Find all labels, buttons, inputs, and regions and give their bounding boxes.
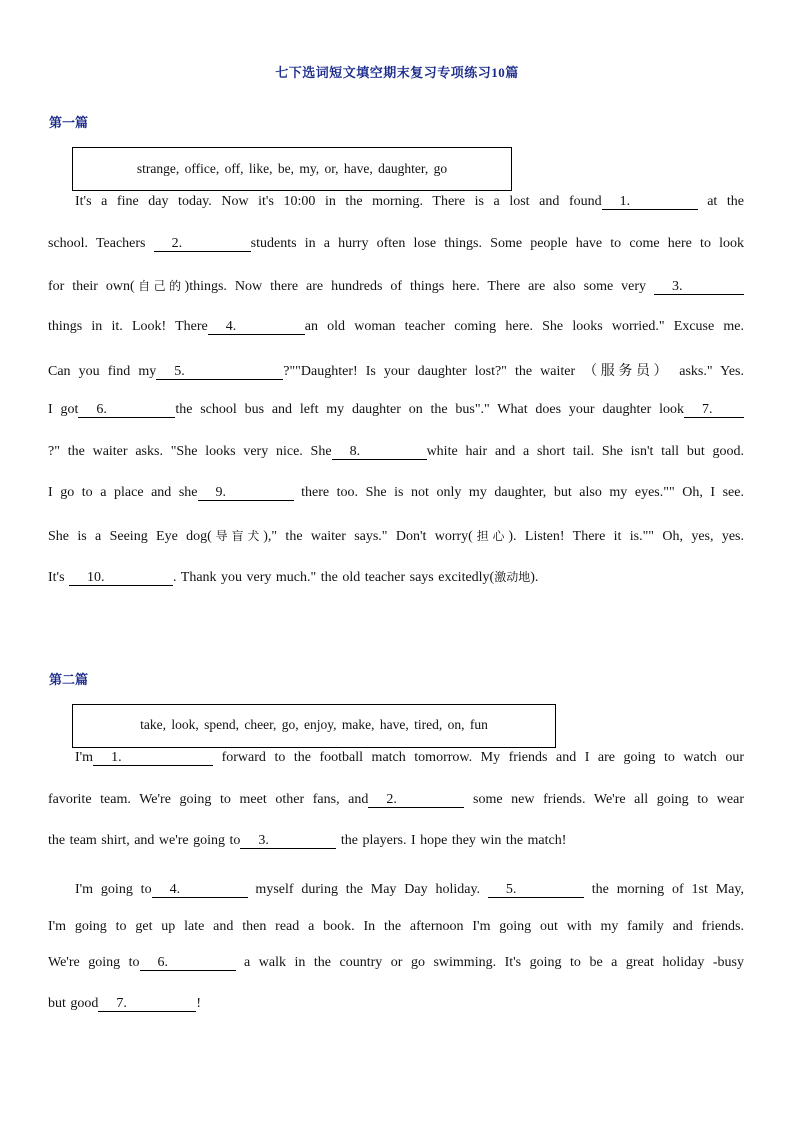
answer-blank-4[interactable]: 4. bbox=[152, 883, 248, 898]
answer-blank-5[interactable]: 5. bbox=[488, 883, 584, 898]
answer-blank-3[interactable]: 3. bbox=[240, 834, 336, 849]
passage-line: I go to a place and she 9. there too. She is not only my daughter, but also my eyes."" Oh, I see. bbox=[48, 485, 744, 501]
section-2-heading: 第二篇 bbox=[49, 672, 89, 687]
answer-blank-7[interactable]: 7. bbox=[98, 997, 196, 1012]
answer-blank-9[interactable]: 9. bbox=[198, 486, 294, 501]
passage-line: We're going to 6. a walk in the country or go swimming. It's going to be a great holiday -busy bbox=[48, 955, 745, 971]
section-1-passage bbox=[48, 194, 744, 610]
passage-line: I'm 1. forward to the football match tomorrow. My friends and I are going to watch our bbox=[75, 750, 744, 765]
passage-line: ?" the waiter asks. "She looks very nice. She 8. white hair and a short tail. She isn't tall but good. bbox=[48, 443, 744, 459]
answer-blank-8[interactable]: 8. bbox=[332, 445, 427, 460]
answer-blank-2[interactable]: 2. bbox=[154, 237, 251, 252]
section-2-word-box: take, look, spend, cheer, go, enjoy, make, have, tired, on, fun bbox=[72, 704, 556, 748]
passage-line: It's a fine day today. Now it's 10:00 in the morning. There is a lost and found 1. at the bbox=[75, 194, 745, 209]
passage-line: I'm going to get up late and then read a book. In the afternoon I'm going out with my family and friends. bbox=[48, 918, 744, 934]
passage-line: things in it. Look! There 4. an old woman teacher coming here. She looks worried." Excuse me. bbox=[48, 318, 744, 334]
answer-blank-6[interactable]: 6. bbox=[140, 956, 236, 971]
answer-blank-4[interactable]: 4. bbox=[208, 320, 305, 335]
passage-line: the team shirt, and we're going to 3. the players. I hope they win the match! bbox=[48, 833, 567, 849]
section-2-paragraph-1 bbox=[48, 750, 744, 875]
passage-line: Can you find my 5. ?""Daughter! Is your daughter lost?" the waiter （服务员） asks." Yes. bbox=[48, 364, 744, 380]
section-1-word-box: strange, office, off, like, be, my, or, have, daughter, go bbox=[72, 147, 512, 191]
passage-line: for their own(自己的)things. Now there are hundreds of things here. There are also some very 3. bbox=[48, 277, 744, 319]
document-title: 七下选词短文填空期末复习专项练习10篇 bbox=[275, 65, 519, 80]
answer-blank-10[interactable]: 10. bbox=[69, 571, 173, 586]
answer-blank-2[interactable]: 2. bbox=[368, 793, 464, 808]
passage-line: I'm going to 4. myself during the May Day holiday. 5. the morning of 1st May, bbox=[75, 882, 744, 897]
answer-blank-7[interactable]: 7. bbox=[684, 403, 744, 418]
answer-blank-5[interactable]: 5. bbox=[156, 365, 283, 380]
section-2-paragraph-2 bbox=[48, 882, 744, 1038]
passage-line: school. Teachers 2. students in a hurry often lose things. Some people have to come here to look bbox=[48, 235, 745, 251]
answer-blank-6[interactable]: 6. bbox=[78, 403, 175, 418]
passage-line: She is a Seeing Eye dog(导盲犬)," the waiter says." Don't worry(担心). Listen! There it is."" Oh, yes, yes. bbox=[48, 528, 744, 544]
passage-line: I got 6. the school bus and left my daughter on the bus"." What does your daughter look 7. bbox=[48, 402, 744, 444]
passage-line: It's 10. . Thank you very much." the old teacher says excitedly(激动地). bbox=[48, 570, 539, 586]
answer-blank-1[interactable]: 1. bbox=[93, 751, 213, 766]
passage-line: favorite team. We're going to meet other fans, and 2. some new friends. We're all going to wear bbox=[48, 791, 744, 807]
answer-blank-1[interactable]: 1. bbox=[602, 195, 698, 210]
passage-line: but good 7. ! bbox=[48, 996, 202, 1012]
section-1-heading: 第一篇 bbox=[49, 115, 89, 130]
answer-blank-3[interactable]: 3. bbox=[654, 280, 744, 295]
